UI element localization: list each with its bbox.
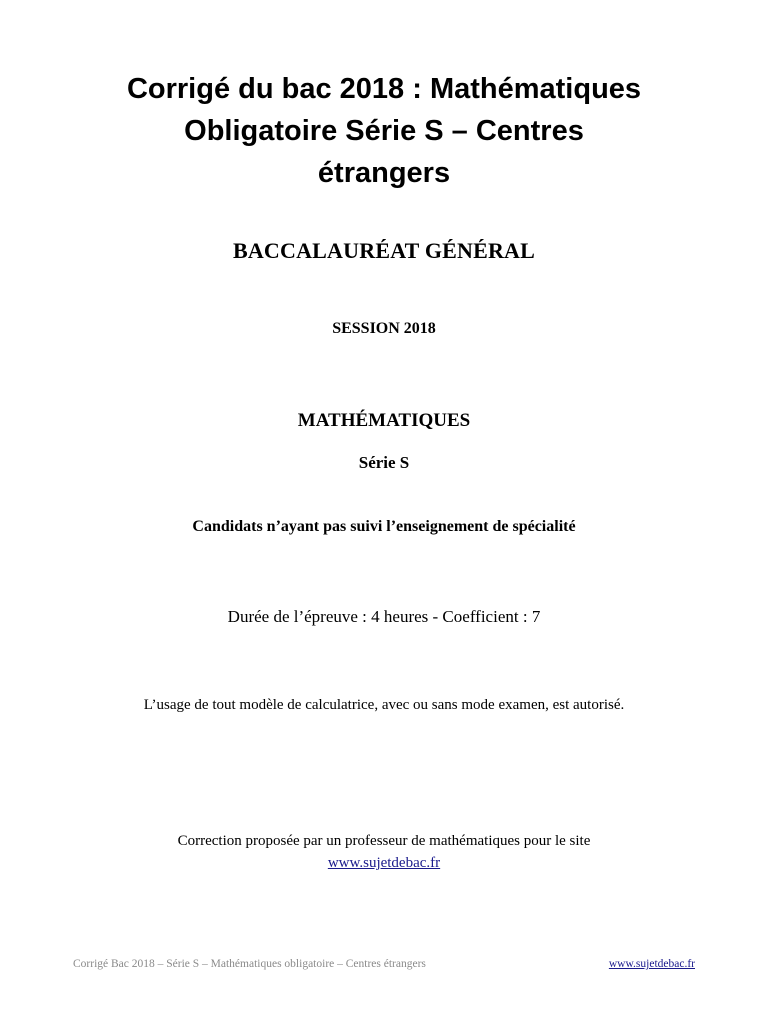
exam-subject: MATHÉMATIQUES [297, 410, 471, 431]
correction-text: Correction proposée par un professeur de mathématiques pour le site [177, 833, 591, 849]
exam-level: BACCALAURÉAT GÉNÉRAL [232, 238, 536, 263]
footer-caption: Corrigé Bac 2018 – Série S – Mathématiques obligatoire – Centres étrangers [73, 958, 426, 970]
calculator-notice: L’usage de tout modèle de calculatrice, avec ou sans mode examen, est autorisé. [143, 697, 625, 713]
exam-candidates: Candidats n’ayant pas suivi l’enseignement de spécialité [192, 518, 576, 535]
site-link[interactable]: www.sujetdebac.fr [327, 855, 441, 871]
exam-session: SESSION 2018 [332, 320, 436, 337]
footer-site-link[interactable]: www.sujetdebac.fr [608, 958, 695, 970]
document-title [40, 68, 728, 194]
title-line-1: Corrigé du bac 2018 : Mathématiques [126, 73, 642, 105]
title-line-2: Obligatoire Série S – Centres [184, 115, 584, 147]
exam-duration: Durée de l’épreuve : 4 heures - Coefficient : 7 [227, 607, 541, 626]
title-line-3: étrangers [317, 157, 451, 189]
exam-serie: Série S [358, 453, 410, 472]
correction-note [40, 830, 728, 874]
